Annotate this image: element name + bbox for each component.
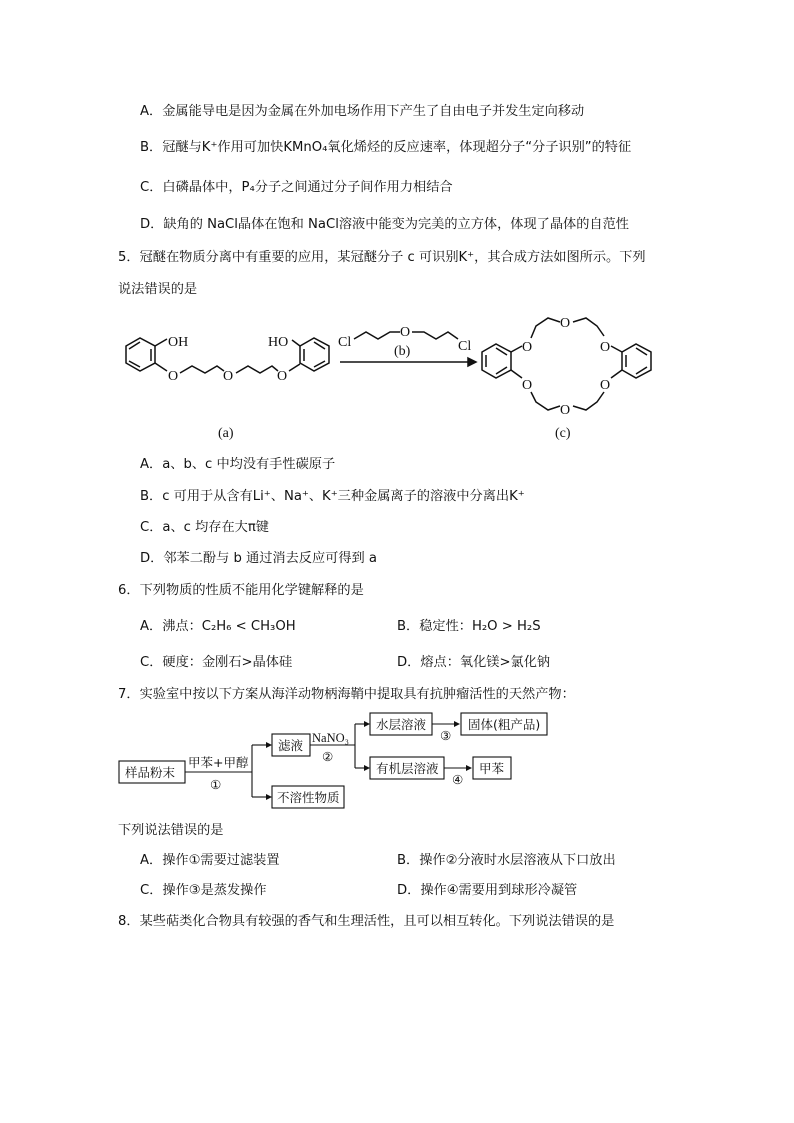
hydroxyl-label-right: HO <box>268 335 289 350</box>
reagent2-label: NaNO₃ <box>312 731 349 745</box>
crown-o-top: O <box>560 316 571 331</box>
step3-label: ③ <box>440 728 452 743</box>
sample-label: 样品粉末 <box>125 765 176 780</box>
aqueous-label: 水层溶液 <box>376 717 427 732</box>
q4-option-c: C．白磷晶体中，P₄分子之间通过分子间作用力相结合 <box>140 180 453 195</box>
chloro-left: Cl <box>338 335 352 350</box>
q7-question: 下列说法错误的是 <box>118 823 224 838</box>
solid-label: 固体(粗产品) <box>468 717 541 732</box>
ether-o-1: O <box>168 369 179 384</box>
q5-option-d: D．邻苯二酚与 b 通过消去反应可得到 a <box>140 551 377 566</box>
ether-o-3: O <box>277 369 288 384</box>
q6-option-d: D．熔点：氧化镁>氯化钠 <box>397 655 551 670</box>
q7-stem: 7．实验室中按以下方案从海洋动物柄海鞘中提取具有抗肿瘤活性的天然产物： <box>118 687 575 702</box>
step4-label: ④ <box>452 772 464 787</box>
crown-o-2: O <box>522 378 533 393</box>
q5-stem-line1: 5．冠醚在物质分离中有重要的应用，某冠醚分子 c 可识别K⁺，其合成方法如图所示。下列 <box>118 250 646 265</box>
label-c: (c) <box>555 426 571 441</box>
filtrate-label: 滤液 <box>278 738 304 753</box>
organic-label: 有机层溶液 <box>376 761 439 776</box>
q6-option-a: A．沸点：C₂H₆ < CH₃OH <box>140 619 296 634</box>
crown-o-1: O <box>522 340 533 355</box>
q6-option-c: C．硬度：金刚石>晶体硅 <box>140 655 293 670</box>
crown-o-3: O <box>600 340 611 355</box>
q7-option-d: D．操作④需要用到球形冷凝管 <box>397 883 578 898</box>
step2-label: ② <box>322 749 334 764</box>
reagent1-label: 甲苯+甲醇 <box>188 755 249 770</box>
label-b: (b) <box>394 344 411 359</box>
hydroxyl-label-left: OH <box>168 335 189 350</box>
q7-option-a: A．操作①需要过滤装置 <box>140 853 280 868</box>
step1-label: ① <box>210 777 222 792</box>
q4-option-a: A．金属能导电是因为金属在外加电场作用下产生了自由电子并发生定向移动 <box>140 104 585 119</box>
q6-stem: 6．下列物质的性质不能用化学键解释的是 <box>118 583 364 598</box>
q4-option-d: D．缺角的 NaCl晶体在饱和 NaCl溶液中能变为完美的立方体，体现了晶体的自范性 <box>140 217 629 232</box>
chloro-right: Cl <box>458 339 472 354</box>
crown-o-bottom: O <box>560 403 571 418</box>
q5-stem-line2: 说法错误的是 <box>118 282 198 297</box>
crown-o-4: O <box>600 378 611 393</box>
q5-option-b: B．c 可用于从含有Li⁺、Na⁺、K⁺三种金属离子的溶液中分离出K⁺ <box>140 489 525 504</box>
q5-option-a: A．a、b、c 中均没有手性碳原子 <box>140 457 336 472</box>
q6-option-b: B．稳定性：H₂O > H₂S <box>397 619 541 634</box>
q7-option-c: C．操作③是蒸发操作 <box>140 883 267 898</box>
q7-option-b: B．操作②分液时水层溶液从下口放出 <box>397 853 616 868</box>
q5-option-c: C．a、c 均存在大π键 <box>140 520 269 535</box>
insoluble-label: 不溶性物质 <box>277 790 340 805</box>
q8-stem: 8．某些萜类化合物具有较强的香气和生理活性，且可以相互转化。下列说法错误的是 <box>118 914 615 929</box>
q4-option-b: B．冠醚与K⁺作用可加快KMnO₄氧化烯烃的反应速率，体现超分子“分子识别”的特征 <box>140 140 632 155</box>
toluene-label: 甲苯 <box>479 761 505 776</box>
ether-o-b: O <box>400 325 411 340</box>
ether-o-2: O <box>223 369 234 384</box>
label-a: (a) <box>218 426 234 441</box>
